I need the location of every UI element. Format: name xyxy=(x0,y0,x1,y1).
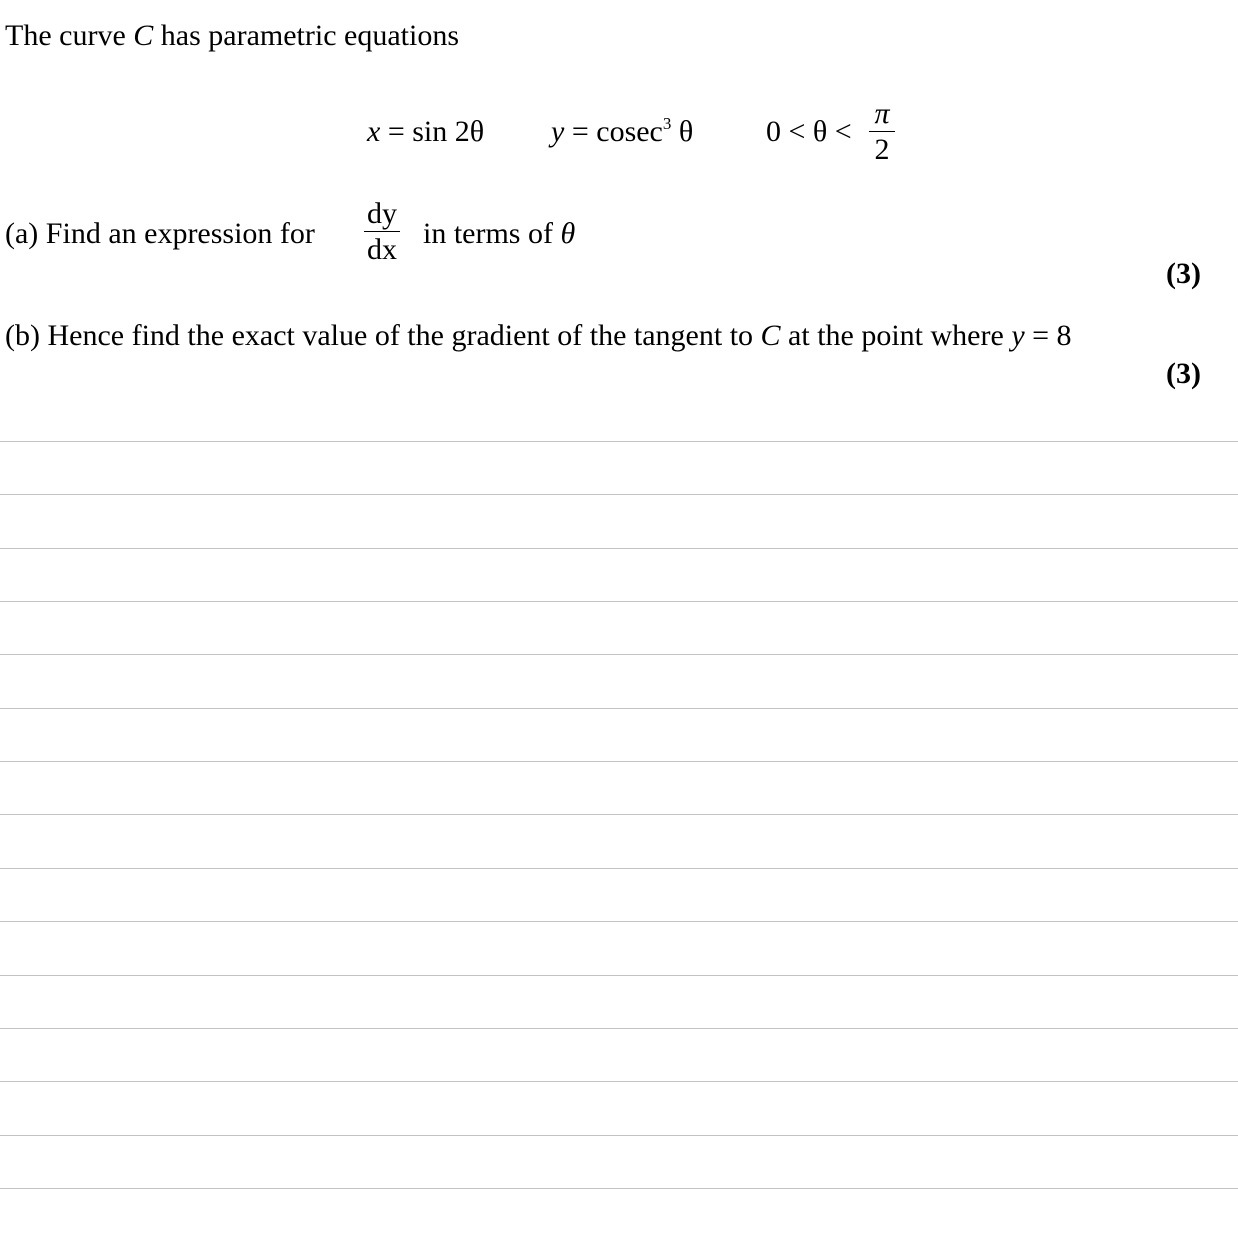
answer-line xyxy=(0,814,1238,815)
curve-name: C xyxy=(133,19,154,52)
answer-line xyxy=(0,601,1238,602)
part-a-after-text: in terms of xyxy=(423,217,561,250)
fraction-numerator: π xyxy=(874,97,890,130)
x-rhs: = sin 2θ xyxy=(380,115,485,148)
answer-line xyxy=(0,441,1238,442)
answer-line xyxy=(0,1135,1238,1136)
part-a-question: (a) Find an expression for xyxy=(5,217,315,250)
part-b-text-post: = 8 xyxy=(1024,319,1072,352)
answer-line xyxy=(0,1081,1238,1082)
y-rhs-cosec: = cosec xyxy=(564,115,663,148)
answer-line xyxy=(0,868,1238,869)
answer-line xyxy=(0,1028,1238,1029)
intro-suffix: has parametric equations xyxy=(153,19,459,52)
intro-prefix: The curve xyxy=(5,19,134,52)
y-variable: y xyxy=(1011,319,1025,352)
y-rhs-theta: θ xyxy=(671,115,694,148)
part-a-marks: (3) xyxy=(1166,257,1201,290)
fraction-denominator: dx xyxy=(367,233,397,266)
answer-line xyxy=(0,1188,1238,1189)
answer-line xyxy=(0,494,1238,495)
curve-name: C xyxy=(760,319,781,352)
part-b-text-pre: (b) Hence find the exact value of the gradient of the tangent to xyxy=(5,319,761,352)
y-exponent: 3 xyxy=(662,114,672,133)
fraction-numerator: dy xyxy=(367,197,397,230)
y-variable: y xyxy=(551,115,565,148)
answer-line xyxy=(0,975,1238,976)
x-variable: x xyxy=(367,115,381,148)
part-b-text-mid: at the point where xyxy=(780,319,1012,352)
answer-line xyxy=(0,654,1238,655)
answer-line xyxy=(0,921,1238,922)
answer-line xyxy=(0,761,1238,762)
answer-line xyxy=(0,548,1238,549)
fraction-denominator: 2 xyxy=(874,133,890,166)
answer-line xyxy=(0,708,1238,709)
part-b-marks: (3) xyxy=(1166,357,1201,390)
theta-symbol: θ xyxy=(560,217,576,250)
theta-range-text: 0 < θ < xyxy=(766,115,852,148)
